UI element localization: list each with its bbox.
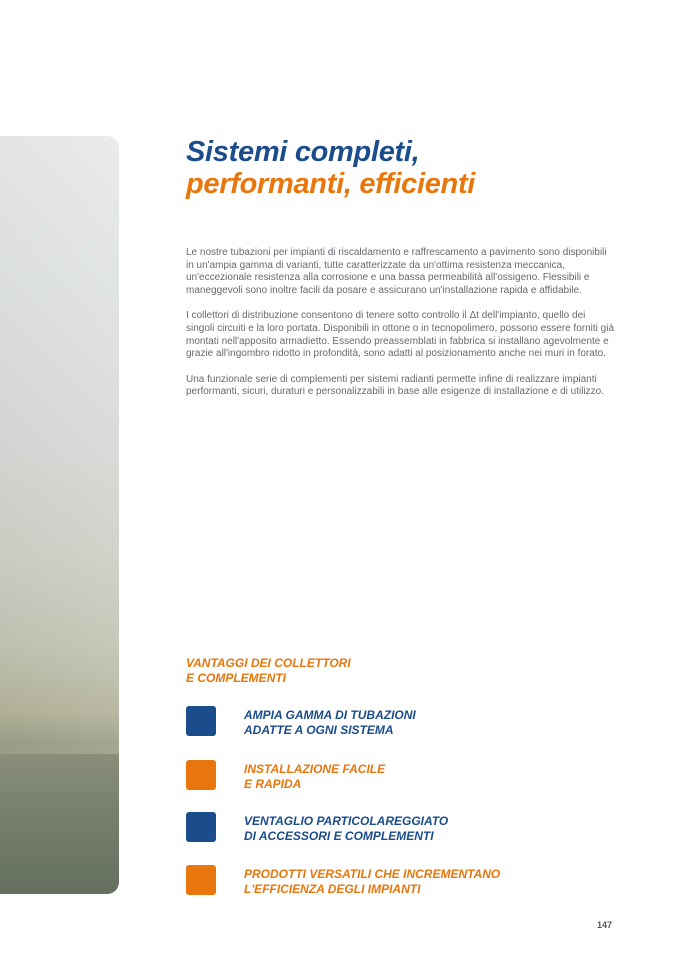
advantage-item bbox=[186, 812, 606, 844]
title-line-2: performanti, efficienti bbox=[186, 168, 476, 200]
advantage-text bbox=[244, 867, 500, 897]
paragraph-collettori: I collettori di distribuzione consentono di tenere sotto controllo il Δt dell'impianto, quello dei singoli circuiti e la loro portata. Disponibili in ottone o in tecnopolimero, possono essere forniti già montati nell'apposito armadietto. Essendo preassemblati in fabbrica si installano agevolmente e grazie all'ingombro ridotto in profondità, sono adatti al posizionamento anche nei muri in forato. bbox=[186, 310, 615, 360]
advantage-line-1: PRODOTTI VERSATILI CHE INCREMENTANO bbox=[244, 867, 501, 881]
advantages-heading bbox=[186, 656, 426, 686]
blue-square-icon bbox=[186, 706, 216, 736]
page-title bbox=[186, 136, 475, 200]
body-text bbox=[186, 247, 616, 412]
advantage-line-1: VENTAGLIO PARTICOLAREGGIATO bbox=[244, 814, 449, 828]
advantage-item bbox=[186, 760, 606, 792]
advantage-line-2: E RAPIDA bbox=[244, 777, 302, 791]
page-number: 147 bbox=[597, 920, 613, 930]
blue-square-icon bbox=[186, 812, 216, 842]
advantage-item bbox=[186, 865, 606, 897]
orange-square-icon bbox=[186, 760, 216, 790]
advantage-line-1: INSTALLAZIONE FACILE bbox=[244, 762, 386, 776]
advantage-line-2: ADATTE A OGNI SISTEMA bbox=[244, 723, 394, 737]
interior-room-photo bbox=[0, 136, 119, 894]
advantage-line-2: L'EFFICIENZA DEGLI IMPIANTI bbox=[244, 882, 421, 896]
advantage-text bbox=[244, 762, 385, 792]
advantage-text bbox=[244, 814, 448, 844]
orange-square-icon bbox=[186, 865, 216, 895]
advantages-heading-line-1: VANTAGGI DEI COLLETTORI bbox=[186, 656, 351, 670]
paragraph-complementi: Una funzionale serie di complementi per sistemi radianti permette infine di realizzare impianti performanti, sicuri, duraturi e personalizzabili in base alle esigenze di installazione e di utilizzo. bbox=[186, 373, 604, 398]
advantages-heading-line-2: E COMPLEMENTI bbox=[186, 671, 287, 685]
photo-floor bbox=[0, 754, 119, 894]
title-line-1: Sistemi completi, bbox=[186, 136, 420, 168]
advantage-item bbox=[186, 706, 606, 738]
advantage-text bbox=[244, 708, 416, 738]
advantage-line-1: AMPIA GAMMA DI TUBAZIONI bbox=[244, 708, 416, 722]
advantage-line-2: DI ACCESSORI E COMPLEMENTI bbox=[244, 829, 434, 843]
paragraph-tubazioni: Le nostre tubazioni per impianti di riscaldamento e raffrescamento a pavimento sono disponibili in un'ampia gamma di varianti, tutte caratterizzate da un'ottima resistenza meccanica, un'eccezionale resistenza alla corrosione e una bassa permeabilità all'ossigeno. Flessibili e maneggevoli sono inoltre facili da posare e assicurano un'installazione rapida e affidabile. bbox=[186, 247, 607, 296]
